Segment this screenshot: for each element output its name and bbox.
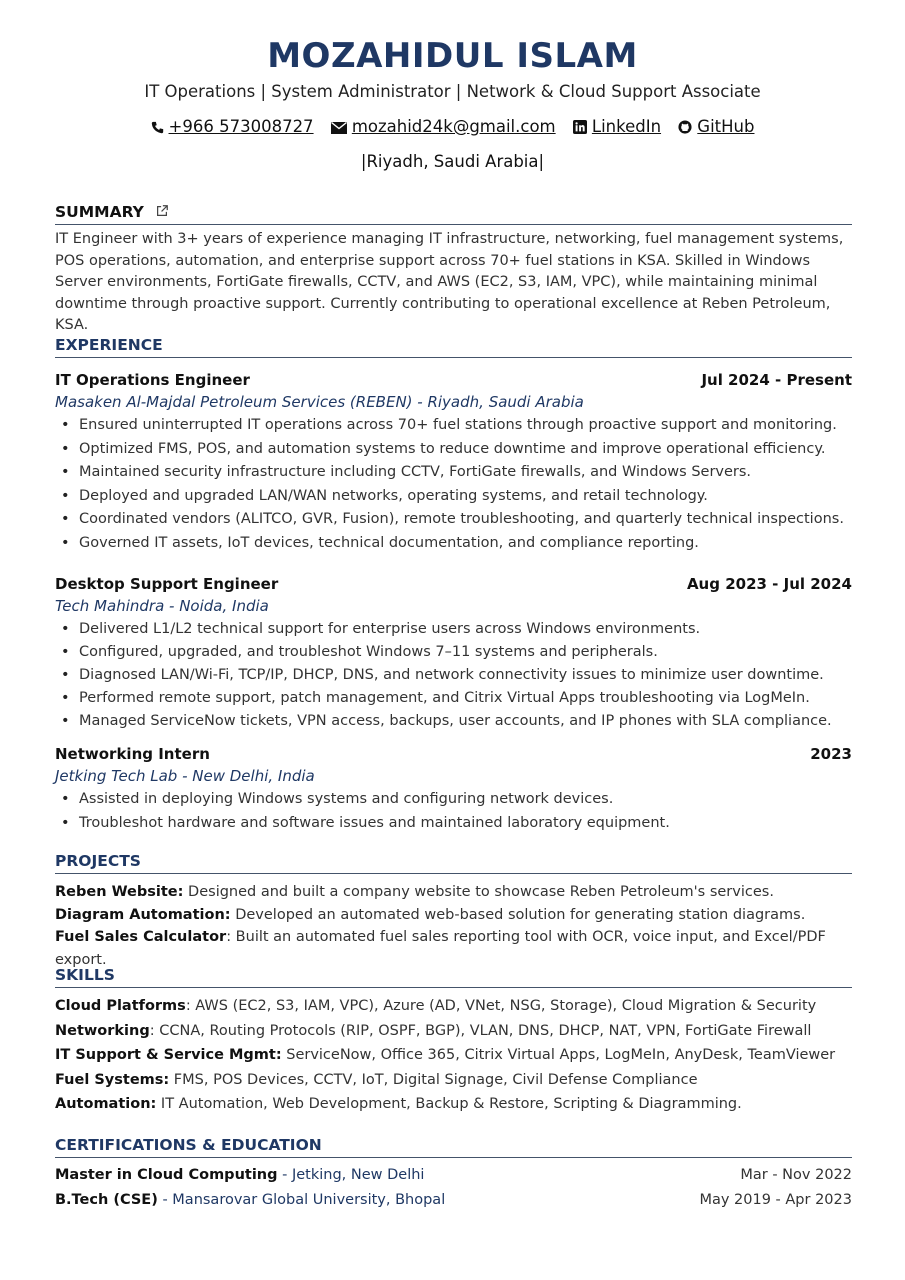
email-link[interactable]: mozahid24k@gmail.com <box>351 117 556 136</box>
skill-item <box>55 1068 852 1093</box>
skill-label: Cloud Platforms <box>55 998 186 1014</box>
github-icon <box>678 120 692 134</box>
bullet-item: • Managed ServiceNow tickets, VPN access, backups, user accounts, and IP phones with SLA compliance. <box>55 710 852 733</box>
job-organization: Masaken Al-Majdal Petroleum Services (REBEN) - Riyadh, Saudi Arabia <box>55 393 584 411</box>
bullet-item: • Optimized FMS, POS, and automation systems to reduce downtime and improve operational efficiency. <box>55 438 852 462</box>
phone-link[interactable]: +966 573008727 <box>168 117 314 136</box>
project-text: : Built an automated fuel sales reporting tool with OCR, voice input, and Excel/PDF export. <box>55 929 826 968</box>
job-role: Desktop Support Engineer <box>55 575 279 593</box>
job-entry <box>55 369 852 556</box>
bullet-item: • Configured, upgraded, and troubleshot Windows 7–11 systems and peripherals. <box>55 641 852 664</box>
degree-name: Master in Cloud Computing <box>55 1167 278 1183</box>
job-header <box>55 573 852 595</box>
education-item <box>55 1163 852 1188</box>
skills-title: SKILLS <box>55 966 852 988</box>
projects-title: PROJECTS <box>55 852 852 874</box>
skill-label: Networking <box>55 1022 150 1039</box>
job-dates: 2023 <box>810 745 852 763</box>
education-section <box>55 1136 852 1213</box>
skill-item <box>55 994 852 1019</box>
linkedin-link[interactable]: LinkedIn <box>591 117 662 136</box>
github-link[interactable]: GitHub <box>697 117 755 136</box>
location: |Riyadh, Saudi Arabia| <box>360 152 545 171</box>
job-role: IT Operations Engineer <box>55 371 250 389</box>
email-contact <box>331 117 556 136</box>
education-list <box>55 1163 852 1213</box>
summary-section <box>55 203 852 337</box>
job-entry <box>55 743 852 835</box>
education-dates: May 2019 - Apr 2023 <box>699 1192 852 1208</box>
project-label: Fuel Sales Calculator <box>55 929 227 946</box>
bullet-item: • Coordinated vendors (ALITCO, GVR, Fusion), remote troubleshooting, and quarterly technical inspections. <box>55 508 852 532</box>
summary-heading <box>55 203 852 225</box>
linkedin-contact <box>573 117 661 136</box>
bullet-item: • Performed remote support, patch management, and Citrix Virtual Apps troubleshooting via LogMeIn. <box>55 687 852 710</box>
job-header <box>55 369 852 391</box>
institution-name: - Mansarovar Global University, Bhopal <box>157 1192 446 1208</box>
bullet-item: • Deployed and upgraded LAN/WAN networks, operating systems, and retail technology. <box>55 485 852 509</box>
skill-item <box>55 1043 852 1068</box>
bullet-item: • Delivered L1/L2 technical support for enterprise users across Windows environments. <box>55 618 852 641</box>
job-dates: Aug 2023 - Jul 2024 <box>686 575 852 593</box>
candidate-name: MOZAHIDUL ISLAM <box>267 36 638 76</box>
job-role: Networking Intern <box>55 745 210 763</box>
skill-label: IT Support & Service Mgmt: <box>55 1047 282 1063</box>
bullet-item: • Diagnosed LAN/Wi-Fi, TCP/IP, DHCP, DNS, and network connectivity issues to minimize user downtime. <box>55 664 852 687</box>
job-bullets <box>55 618 852 733</box>
summary-text: IT Engineer with 3+ years of experience managing IT infrastructure, networking, fuel management systems, POS operations, automation, and enterprise support across 70+ fuel stations in KSA. Skilled in Windows Server environments, FortiGate firewalls, CCTV, and AWS (EC2, S3, IAM, VPC), while maintaining minimal downtime through proactive support. Currently contributing to operational excellence at Reben Petroleum, KSA. <box>55 231 844 334</box>
skill-text: IT Automation, Web Development, Backup & Restore, Scripting & Diagramming. <box>156 1096 742 1112</box>
skill-item <box>55 1019 852 1044</box>
skill-text: ServiceNow, Office 365, Citrix Virtual Apps, LogMeIn, AnyDesk, TeamViewer <box>281 1047 836 1063</box>
job-entry <box>55 573 852 733</box>
project-item <box>55 904 852 927</box>
project-text: Designed and built a company website to showcase Reben Petroleum's services. <box>183 884 774 900</box>
skills-section <box>55 966 852 1117</box>
bullet-item: • Troubleshot hardware and software issues and maintained laboratory equipment. <box>55 812 852 836</box>
skill-label: Automation: <box>55 1096 157 1112</box>
github-contact <box>678 117 754 136</box>
candidate-tagline: IT Operations | System Administrator | Network & Cloud Support Associate <box>144 82 761 101</box>
skill-label: Fuel Systems: <box>55 1071 170 1088</box>
job-header <box>55 743 852 765</box>
summary-title: SUMMARY <box>55 203 144 221</box>
skill-text: FMS, POS Devices, CCTV, IoT, Digital Signage, Civil Defense Compliance <box>169 1071 698 1088</box>
linkedin-icon <box>573 120 587 134</box>
projects-list <box>55 881 852 971</box>
job-bullets <box>55 414 852 556</box>
job-dates: Jul 2024 - Present <box>701 371 852 389</box>
skill-text: : CCNA, Routing Protocols (RIP, OSPF, BGP), VLAN, DNS, DHCP, NAT, VPN, FortiGate Firewall <box>149 1022 812 1039</box>
job-organization: Tech Mahindra - Noida, India <box>55 597 269 615</box>
project-item <box>55 881 852 904</box>
project-label: Reben Website: <box>55 884 184 900</box>
phone-contact <box>151 117 314 136</box>
experience-section <box>55 336 852 358</box>
project-item <box>55 926 852 971</box>
project-text: Developed an automated web-based solution for generating station diagrams. <box>230 906 806 923</box>
phone-icon <box>151 121 164 134</box>
job-bullets <box>55 788 852 835</box>
skill-text: : AWS (EC2, S3, IAM, VPC), Azure (AD, VNet, NSG, Storage), Cloud Migration & Security <box>185 998 817 1014</box>
education-item <box>55 1188 852 1213</box>
envelope-icon <box>331 122 347 134</box>
job-organization: Jetking Tech Lab - New Delhi, India <box>55 767 315 785</box>
skill-item <box>55 1092 852 1117</box>
degree-name: B.Tech (CSE) <box>55 1192 158 1208</box>
experience-title: EXPERIENCE <box>55 336 852 358</box>
contact-row <box>0 117 905 136</box>
bullet-item: • Governed IT assets, IoT devices, technical documentation, and compliance reporting. <box>55 532 852 556</box>
skills-list <box>55 994 852 1117</box>
bullet-item: • Maintained security infrastructure including CCTV, FortiGate firewalls, and Windows Servers. <box>55 461 852 485</box>
bullet-item: • Ensured uninterrupted IT operations across 70+ fuel stations through proactive support and monitoring. <box>55 414 852 438</box>
projects-section <box>55 852 852 971</box>
institution-name: - Jetking, New Delhi <box>277 1167 425 1183</box>
education-title: CERTIFICATIONS & EDUCATION <box>55 1136 852 1158</box>
bullet-item: • Assisted in deploying Windows systems and configuring network devices. <box>55 788 852 812</box>
project-label: Diagram Automation: <box>55 906 231 923</box>
external-link-icon[interactable] <box>155 204 169 218</box>
education-dates: Mar - Nov 2022 <box>740 1167 852 1183</box>
